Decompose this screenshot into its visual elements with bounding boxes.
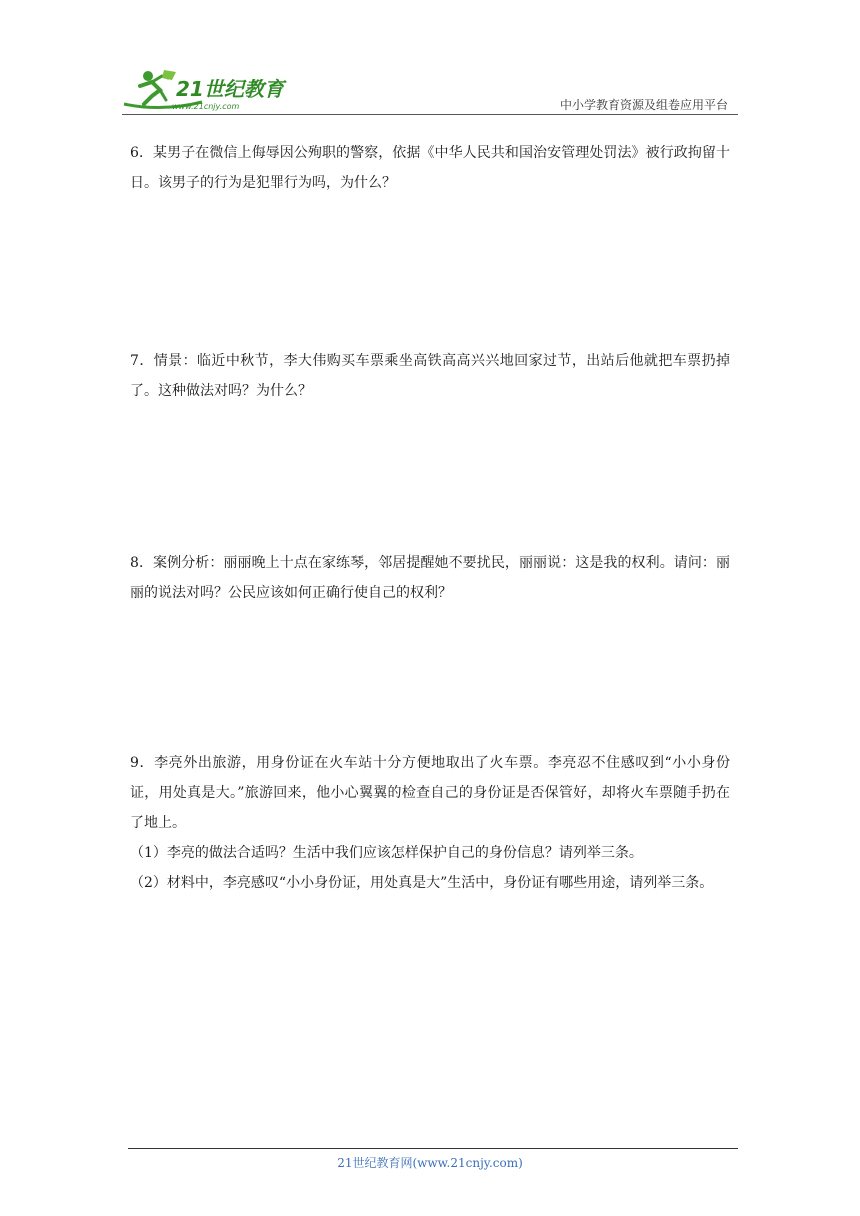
question-7 [130,346,730,406]
question-9 [130,748,730,898]
question-9-text: 9．李亮外出旅游，用身份证在火车站十分方便地取出了火车票。李亮忍不住感叹到“小小身份证，用处真是大。”旅游回来，他小心翼翼的检查自己的身份证是否保管好，却将火车票随手扔在了地上。 [130,755,730,831]
question-9-sub-1: （1）李亮的做法合适吗？生活中我们应该怎样保护自己的身份信息？请列举三条。 [130,845,643,861]
footer-divider [128,1148,738,1149]
header-divider [122,114,738,115]
logo-runner-icon [122,66,292,112]
svg-text:21世纪教育: 21世纪教育 [176,77,284,101]
question-9-sub-2: （2）材料中，李亮感叹“小小身份证，用处真是大”生活中，身份证有哪些用途，请列举三条。 [130,875,714,891]
platform-subtitle: 中小学教育资源及组卷应用平台 [559,98,728,112]
question-8 [130,548,730,608]
question-7-text: 7．情景：临近中秋节，李大伟购买车票乘坐高铁高高兴兴地回家过节，出站后他就把车票扔掉了。这种做法对吗？为什么？ [130,353,730,399]
svg-text:www.21cnjy.com: www.21cnjy.com [172,102,240,111]
question-6 [130,138,730,198]
logo-21cnjy [122,66,292,112]
question-8-text: 8．案例分析：丽丽晚上十点在家练琴，邻居提醒她不要扰民，丽丽说：这是我的权利。请问：丽丽的说法对吗？公民应该如何正确行使自己的权利？ [130,555,730,601]
footer-link[interactable]: 21世纪教育网(www.21cnjy.com) [337,1156,523,1170]
page-header [122,66,738,116]
question-6-text: 6．某男子在微信上侮辱因公殉职的警察，依据《中华人民共和国治安管理处罚法》被行政拘留十日。该男子的行为是犯罪行为吗，为什么？ [130,145,730,191]
